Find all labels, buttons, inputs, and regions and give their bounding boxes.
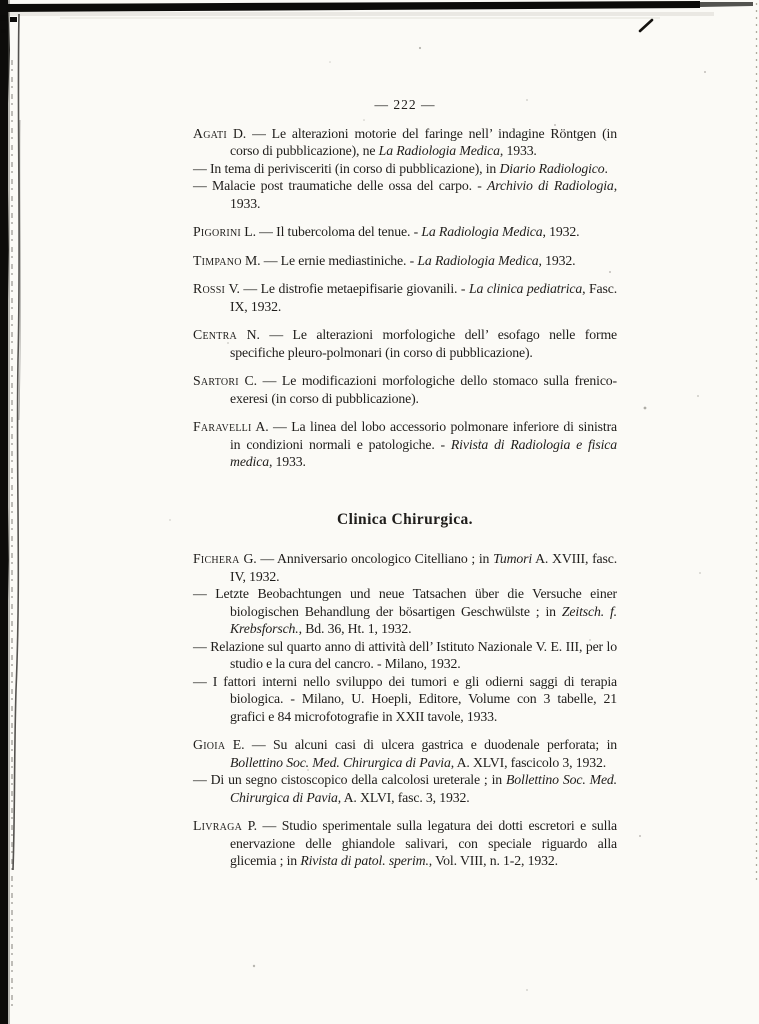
- section-heading: Clinica Chirurgica.: [337, 510, 473, 528]
- bib-entry: [193, 550, 617, 585]
- journal-title: Tumori: [493, 551, 533, 566]
- entry-text: N. — Le alterazioni morfologiche dell’ esofago nelle forme specifiche pleuro-polmonari (in corso di pubblicazione).: [230, 327, 617, 360]
- author-name: Fichera: [193, 551, 240, 566]
- bib-entry: [193, 280, 617, 315]
- entry-text: , Bd. 36, Ht. 1, 1932.: [298, 621, 412, 636]
- entry-text: — Letzte Beobachtungen und neue Tatsachen über die Versuche einer biologischen Behandlung der bösartigen Geschwülste ; in: [193, 586, 617, 619]
- journal-title: Rivista di patol. sperim.: [300, 853, 429, 868]
- journal-title: La Radiologia Medica: [417, 252, 539, 268]
- entry-text: L. — Il tubercoloma del tenue. -: [241, 224, 422, 239]
- author-name: Centra: [193, 327, 238, 342]
- entry-text: — In tema di perivisceriti (in corso di pubblicazione), in: [193, 160, 500, 176]
- entry-text: , A. XLVI, fasc. 3, 1932.: [337, 789, 470, 805]
- journal-title: La clinica pediatrica: [468, 281, 583, 296]
- bib-entry: [193, 223, 617, 241]
- bib-entry: [193, 638, 617, 673]
- author-name: Sartori: [193, 373, 239, 388]
- author-name: Pigorini: [193, 224, 241, 239]
- left-binding-edge: [0, 0, 8, 1024]
- entry-text: V. — Le distrofie metaepifisarie giovanili. -: [225, 281, 469, 296]
- entry-text: E. — Su alcuni casi di ulcera gastrica e duodenale perforata; in: [225, 737, 617, 752]
- journal-title: La Radiologia Medica: [378, 143, 500, 158]
- entry-text: , 1932.: [542, 224, 580, 239]
- page-content: [193, 0, 617, 870]
- bib-entry: [193, 326, 617, 361]
- bib-entry: [193, 252, 617, 270]
- bib-entry: [193, 125, 617, 160]
- bib-entry: [193, 418, 617, 471]
- entry-text: — Relazione sul quarto anno di attività dell’ Istituto Nazionale V. E. III, per lo studio e la cura del cancro. - Milano, 1932.: [193, 638, 617, 671]
- entry-text: G. — Anniversario oncologico Citelliano ; in: [239, 551, 494, 566]
- bib-entry: [193, 372, 617, 407]
- spine-crease-line: [13, 14, 19, 870]
- entry-text: , 1933.: [268, 454, 306, 469]
- entry-text: .: [604, 160, 608, 176]
- journal-title: Diario Radiologico: [499, 160, 605, 176]
- entry-text: , 1933.: [230, 178, 617, 211]
- author-name: Livraga: [193, 818, 243, 833]
- author-name: Agati: [193, 125, 227, 141]
- bib-entry: [193, 736, 617, 771]
- bibliography: [193, 125, 617, 870]
- journal-title: La Radiologia Medica: [421, 224, 543, 239]
- bib-entry: [193, 817, 617, 870]
- bib-entry: [193, 673, 617, 726]
- entry-text: P. — Studio sperimentale sulla legatura dei dotti escretori e sulla enervazione delle ghiandole salivari, con speciale riguardo alla glicemia ; in: [230, 818, 617, 868]
- bib-entry: [193, 585, 617, 638]
- journal-title: Bollettino Soc. Med. Chirurgica di Pavia: [230, 754, 451, 770]
- author-name: Timpano: [193, 252, 242, 268]
- author-name: Rossi: [193, 281, 226, 296]
- author-name: Gioia: [193, 737, 226, 752]
- entry-text: M. — Le ernie mediastiniche. -: [241, 252, 418, 268]
- corner-mark: [0, 15, 8, 21]
- entry-text: , Fasc. IX, 1932.: [230, 281, 617, 314]
- entry-text: D. — Le alterazioni motorie del faringe nell’ indagine Röntgen (in corso di pubblicazione), ne: [227, 125, 617, 158]
- bib-entry: [193, 177, 617, 212]
- left-binding-edge-ragged: [5, 0, 10, 1024]
- bib-entry: [193, 771, 617, 806]
- entry-text: , Vol. VIII, n. 1-2, 1932.: [428, 853, 558, 868]
- pen-mark: [640, 20, 652, 31]
- entry-text: — Di un segno cistoscopico della calcolosi ureterale ; in: [193, 772, 506, 787]
- journal-title: Zeitsch. f. Krebsforsch.: [230, 603, 617, 636]
- journal-title: Rivista di Radiologia e fisica medica: [230, 436, 617, 469]
- author-name: Faravelli: [193, 419, 252, 434]
- entry-text: A. — La linea del lobo accessorio polmonare inferiore di sinistra in condizioni normali e patologiche. -: [230, 419, 617, 452]
- entry-text: , A. XLVI, fascicolo 3, 1932.: [450, 754, 607, 770]
- entry-text: — I fattori interni nello sviluppo dei tumori e gli odierni saggi di terapia biologica. - Milano, U. Hoepli, Editore, Volume con 3 tabelle, 21 grafici e 84 microfotografie in XXII tavole, 1933.: [193, 673, 617, 724]
- bib-entry: [193, 160, 617, 178]
- entry-text: , 1932.: [538, 252, 576, 268]
- page-number: — 222 —: [374, 97, 436, 112]
- journal-title: Archivio di Radiologia: [487, 178, 614, 193]
- entry-text: A. XVIII, fasc. IV, 1932.: [230, 551, 617, 584]
- entry-text: C. — Le modificazioni morfologiche dello stomaco sulla frenico-exeresi (in corso di pubblicazione).: [230, 373, 617, 406]
- journal-title: Bollettino Soc. Med. Chirurgica di Pavia: [230, 772, 617, 805]
- entry-text: — Malacie post traumatiche delle ossa del carpo. -: [193, 178, 487, 193]
- entry-text: , 1933.: [499, 143, 537, 158]
